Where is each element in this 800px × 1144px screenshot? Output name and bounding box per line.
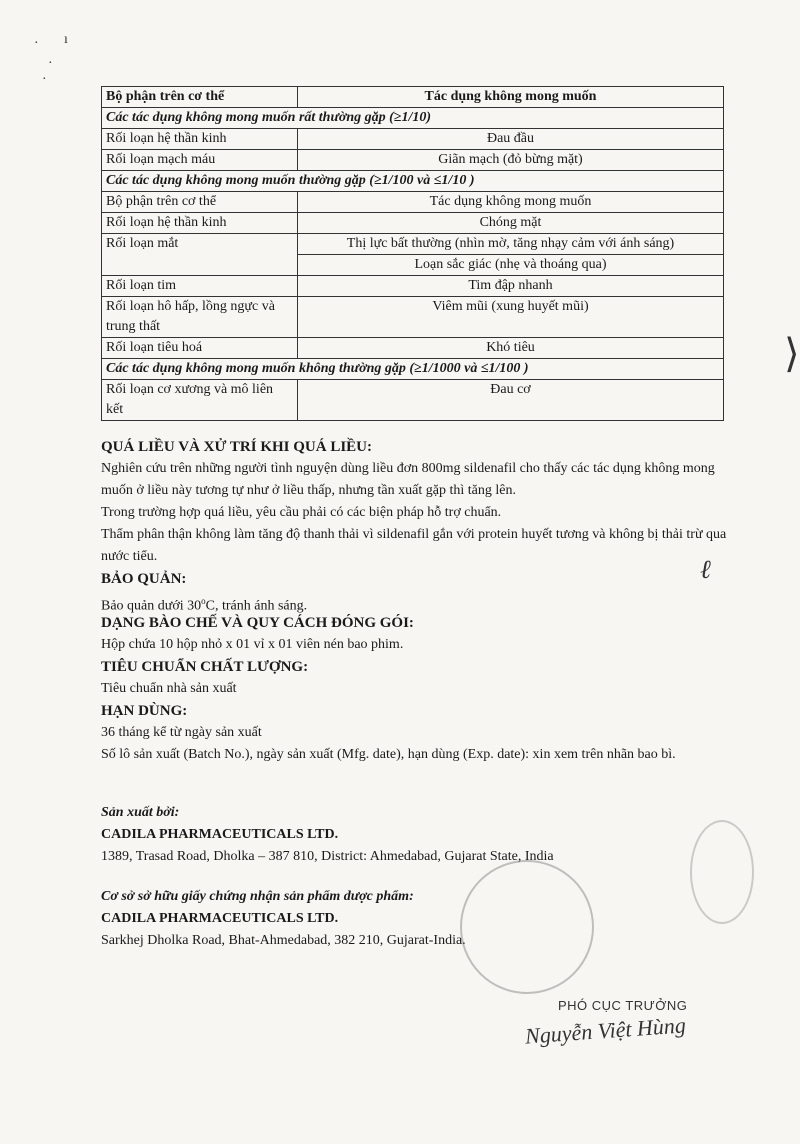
scan-mark: · bbox=[48, 56, 53, 71]
table-row bbox=[102, 234, 724, 255]
storage-section bbox=[101, 568, 741, 618]
packaging-heading: DẠNG BÀO CHẾ VÀ QUY CÁCH ĐÓNG GÓI: bbox=[101, 615, 414, 631]
effect-cell: Khó tiêu bbox=[298, 338, 724, 359]
shelf-life-heading: HẠN DÙNG: bbox=[101, 703, 188, 719]
packaging-section bbox=[101, 612, 741, 656]
quality-heading: TIÊU CHUẨN CHẤT LƯỢNG: bbox=[101, 659, 309, 675]
packaging-text: Hộp chứa 10 hộp nhỏ x 01 vỉ x 01 viên nén bao phim. bbox=[101, 637, 404, 652]
effect-cell: Thị lực bất thường (nhìn mờ, tăng nhạy cảm với ánh sáng) bbox=[298, 234, 724, 255]
batch-info-text: Số lô sản xuất (Batch No.), ngày sản xuất (Mfg. date), hạn dùng (Exp. date): xin xem trên nhãn bao bì. bbox=[101, 747, 676, 762]
overdose-paragraph: Trong trường hợp quá liều, yêu cầu phải có các biện pháp hỗ trợ chuẩn. bbox=[101, 505, 502, 520]
body-part-cell: Rối loạn hệ thần kinh bbox=[102, 129, 298, 150]
degree-mark: o bbox=[201, 596, 206, 606]
storage-text-end: C, tránh ánh sáng. bbox=[205, 598, 308, 614]
body-part-cell: Rối loạn mạch máu bbox=[102, 150, 298, 171]
shelf-life-text: 36 tháng kể từ ngày sản xuất bbox=[101, 725, 262, 740]
effect-cell: Tác dụng không mong muốn bbox=[298, 192, 724, 213]
body-part-cell: Rối loạn hô hấp, lồng ngực và trung thất bbox=[102, 297, 298, 338]
body-part-cell: Rối loạn tiêu hoá bbox=[102, 338, 298, 359]
official-stamp bbox=[460, 860, 594, 994]
manufacturer-address: 1389, Trasad Road, Dholka – 387 810, District: Ahmedabad, Gujarat State, India bbox=[101, 849, 554, 864]
effect-cell: Đau cơ bbox=[298, 380, 724, 421]
table-row bbox=[102, 192, 724, 213]
shelf-life-section bbox=[101, 700, 741, 766]
manufacturer-label: Sản xuất bởi: bbox=[101, 805, 180, 820]
section-row bbox=[102, 108, 724, 129]
overdose-paragraph: Thẩm phân thận không làm tăng độ thanh thải vì sildenafil gắn với protein huyết tương và không bị thải trừ qua nước tiểu. bbox=[101, 527, 727, 564]
section-title: Các tác dụng không mong muốn thường gặp (≥1/100 và ≤1/10 ) bbox=[102, 171, 724, 192]
table-row bbox=[102, 338, 724, 359]
table-row bbox=[102, 150, 724, 171]
table-row bbox=[102, 129, 724, 150]
scan-mark: ⟩ bbox=[784, 331, 800, 376]
owner-name: CADILA PHARMACEUTICALS LTD. bbox=[101, 911, 339, 926]
effect-cell: Viêm mũi (xung huyết mũi) bbox=[298, 297, 724, 338]
body-part-cell: Rối loạn hệ thần kinh bbox=[102, 213, 298, 234]
storage-heading: BẢO QUẢN: bbox=[101, 571, 187, 587]
officer-title: PHÓ CỤC TRƯỞNG bbox=[558, 998, 688, 1013]
scan-mark: · bbox=[34, 36, 39, 51]
manufacturer-section bbox=[101, 802, 741, 868]
table-row bbox=[102, 213, 724, 234]
section-title: Các tác dụng không mong muốn rất thường gặp (≥1/10) bbox=[102, 108, 724, 129]
header-cell: Bộ phận trên cơ thể bbox=[102, 87, 298, 108]
section-row bbox=[102, 359, 724, 380]
body-part-cell: Rối loạn tim bbox=[102, 276, 298, 297]
table-row bbox=[102, 297, 724, 338]
owner-address: Sarkhej Dholka Road, Bhat-Ahmedabad, 382 210, Gujarat-India. bbox=[101, 933, 466, 948]
owner-label: Cơ sở sở hữu giấy chứng nhận sản phẩm dược phẩm: bbox=[101, 889, 414, 904]
table-row bbox=[102, 276, 724, 297]
storage-text-start: Bảo quản dưới 30 bbox=[101, 598, 202, 614]
effect-cell: Loạn sắc giác (nhẹ và thoáng qua) bbox=[298, 255, 724, 276]
overdose-heading: QUÁ LIỀU VÀ XỬ TRÍ KHI QUÁ LIỀU: bbox=[101, 439, 373, 455]
section-title: Các tác dụng không mong muốn không thường gặp (≥1/1000 và ≤1/100 ) bbox=[102, 359, 724, 380]
table-row bbox=[102, 380, 724, 421]
table-header-row bbox=[102, 87, 724, 108]
initial-signature: ℓ bbox=[700, 555, 711, 584]
owner-section bbox=[101, 886, 741, 952]
overdose-section bbox=[101, 436, 741, 568]
side-effects-table bbox=[101, 86, 724, 421]
body-part-cell: Rối loạn cơ xương và mô liên kết bbox=[102, 380, 298, 421]
header-cell: Tác dụng không mong muốn bbox=[298, 87, 724, 108]
section-row bbox=[102, 171, 724, 192]
quality-section bbox=[101, 656, 741, 700]
effect-cell: Chóng mặt bbox=[298, 213, 724, 234]
body-part-cell: Rối loạn mắt bbox=[102, 234, 298, 276]
official-stamp-partial bbox=[690, 820, 754, 924]
body-part-cell: Bộ phận trên cơ thể bbox=[102, 192, 298, 213]
officer-signature-name: Nguyễn Việt Hùng bbox=[524, 1012, 687, 1049]
effect-cell: Tim đập nhanh bbox=[298, 276, 724, 297]
effect-cell: Đau đầu bbox=[298, 129, 724, 150]
overdose-paragraph: Nghiên cứu trên những người tình nguyện dùng liều đơn 800mg sildenafil cho thấy các tác dụng không mong muốn ở liều này tương tự như ở liều thấp, nhưng tần xuất gặp thì tăng lên. bbox=[101, 461, 715, 498]
effect-cell: Giãn mạch (đỏ bừng mặt) bbox=[298, 150, 724, 171]
scan-mark: ı bbox=[64, 32, 68, 47]
quality-text: Tiêu chuẩn nhà sản xuất bbox=[101, 681, 237, 696]
scan-mark: · bbox=[42, 72, 47, 87]
manufacturer-name: CADILA PHARMACEUTICALS LTD. bbox=[101, 827, 339, 842]
